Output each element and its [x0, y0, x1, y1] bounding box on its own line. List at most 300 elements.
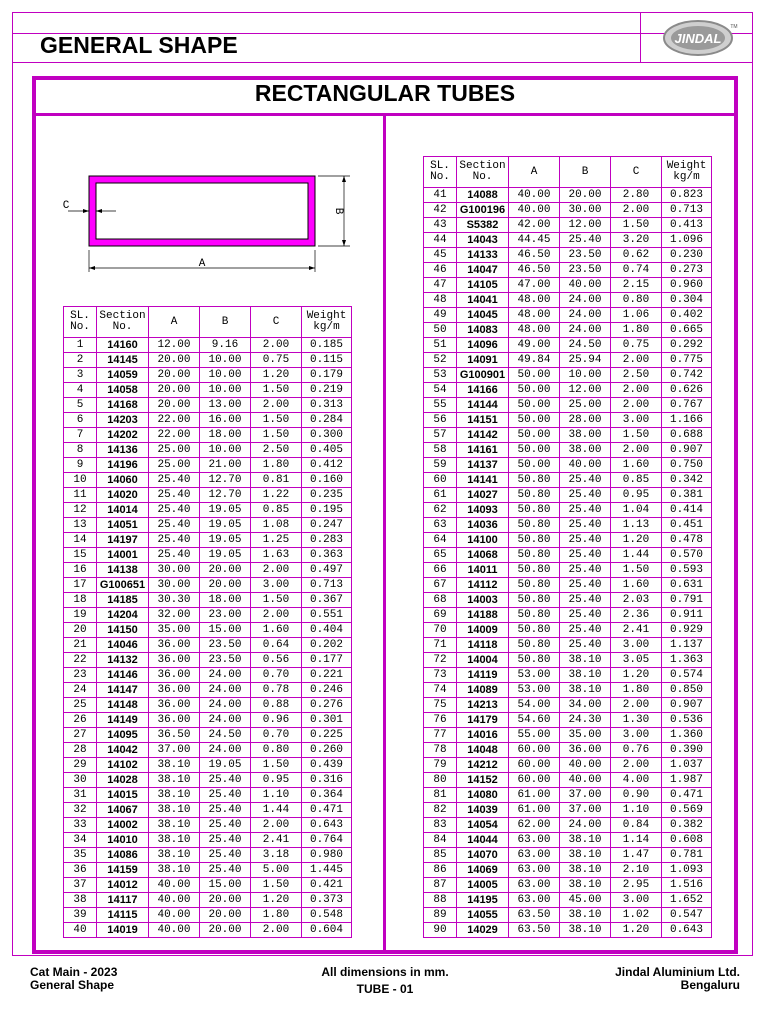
table-row	[424, 683, 712, 698]
cell-dim-c: 2.10	[611, 863, 662, 878]
cell-weight: 0.405	[302, 443, 352, 458]
cell-dim-b: 24.00	[200, 668, 251, 683]
cell-dim-b: 12.00	[560, 383, 611, 398]
cell-dim-b: 38.10	[560, 653, 611, 668]
cell-sl-no: 73	[424, 668, 457, 683]
cell-section-no: G100901	[457, 368, 509, 383]
cell-sl-no: 53	[424, 368, 457, 383]
header-dim-c: C	[251, 307, 302, 338]
cell-weight: 0.230	[662, 248, 712, 263]
cell-section-no: 14055	[457, 908, 509, 923]
cell-dim-a: 54.00	[509, 698, 560, 713]
cell-dim-c: 0.84	[611, 818, 662, 833]
cell-dim-b: 25.00	[560, 398, 611, 413]
cell-dim-a: 38.10	[149, 833, 200, 848]
table-row	[64, 578, 352, 593]
cell-dim-b: 25.40	[560, 548, 611, 563]
cell-dim-c: 2.00	[251, 563, 302, 578]
footer-catalog: Cat Main - 2023	[30, 965, 118, 979]
logo-text: JINDAL	[674, 31, 722, 46]
cell-dim-a: 48.00	[509, 308, 560, 323]
cell-sl-no: 90	[424, 923, 457, 938]
cell-weight: 0.195	[302, 503, 352, 518]
page-title: RECTANGULAR TUBES	[254, 80, 516, 106]
cell-sl-no: 80	[424, 773, 457, 788]
cell-section-no: 14016	[457, 728, 509, 743]
cell-section-no: 14137	[457, 458, 509, 473]
cell-dim-a: 36.00	[149, 638, 200, 653]
cell-sl-no: 77	[424, 728, 457, 743]
cell-section-no: 14161	[457, 443, 509, 458]
cell-section-no: 14148	[97, 698, 149, 713]
cell-weight: 0.569	[662, 803, 712, 818]
cell-section-no: 14047	[457, 263, 509, 278]
cell-section-no: 14041	[457, 293, 509, 308]
cell-dim-b: 38.10	[560, 908, 611, 923]
header-dim-a: A	[509, 157, 560, 188]
table-row	[424, 698, 712, 713]
cell-weight: 0.536	[662, 713, 712, 728]
table-row	[424, 323, 712, 338]
cell-dim-a: 50.00	[509, 458, 560, 473]
cell-dim-b: 36.00	[560, 743, 611, 758]
cell-section-no: 14159	[97, 863, 149, 878]
cell-sl-no: 89	[424, 908, 457, 923]
cell-dim-a: 48.00	[509, 323, 560, 338]
cell-dim-c: 2.00	[251, 923, 302, 938]
cell-dim-a: 40.00	[149, 923, 200, 938]
cell-dim-a: 25.40	[149, 503, 200, 518]
table-row	[424, 263, 712, 278]
cell-weight: 0.342	[662, 473, 712, 488]
cell-section-no: 14067	[97, 803, 149, 818]
cell-section-no: 14011	[457, 563, 509, 578]
cell-sl-no: 79	[424, 758, 457, 773]
table-row	[64, 923, 352, 938]
cell-weight: 0.439	[302, 758, 352, 773]
cell-dim-a: 62.00	[509, 818, 560, 833]
header-dim-c: C	[611, 157, 662, 188]
cell-weight: 1.093	[662, 863, 712, 878]
cell-sl-no: 18	[64, 593, 97, 608]
cell-section-no: 14141	[457, 473, 509, 488]
cell-sl-no: 29	[64, 758, 97, 773]
cell-weight: 0.593	[662, 563, 712, 578]
cell-dim-c: 0.75	[611, 338, 662, 353]
cell-dim-c: 1.20	[611, 923, 662, 938]
cell-dim-c: 3.18	[251, 848, 302, 863]
header-dim-b: B	[200, 307, 251, 338]
cell-sl-no: 62	[424, 503, 457, 518]
cell-dim-b: 38.00	[560, 428, 611, 443]
cell-dim-b: 12.70	[200, 488, 251, 503]
cell-dim-b: 25.40	[560, 473, 611, 488]
cell-dim-a: 30.00	[149, 578, 200, 593]
cell-weight: 0.604	[302, 923, 352, 938]
cell-dim-c: 0.70	[251, 668, 302, 683]
cell-dim-a: 22.00	[149, 428, 200, 443]
cell-weight: 0.414	[662, 503, 712, 518]
table-row	[64, 413, 352, 428]
table-row	[424, 788, 712, 803]
cell-dim-b: 23.50	[200, 638, 251, 653]
cell-weight: 0.179	[302, 368, 352, 383]
table-row	[64, 743, 352, 758]
cell-sl-no: 52	[424, 353, 457, 368]
cell-sl-no: 28	[64, 743, 97, 758]
cell-dim-b: 38.10	[560, 863, 611, 878]
header-weight: Weight kg/m	[302, 307, 352, 338]
table-row	[64, 548, 352, 563]
cell-dim-b: 25.40	[560, 518, 611, 533]
table-row	[424, 848, 712, 863]
table-row	[424, 908, 712, 923]
cell-sl-no: 34	[64, 833, 97, 848]
cell-weight: 0.367	[302, 593, 352, 608]
cell-weight: 0.631	[662, 578, 712, 593]
cell-dim-a: 63.50	[509, 908, 560, 923]
table-row	[424, 638, 712, 653]
cell-dim-b: 24.50	[560, 338, 611, 353]
cell-sl-no: 57	[424, 428, 457, 443]
cell-dim-a: 20.00	[149, 368, 200, 383]
cell-section-no: 14009	[457, 623, 509, 638]
cell-dim-c: 0.85	[251, 503, 302, 518]
footer-location: Bengaluru	[680, 978, 740, 992]
cell-dim-a: 50.80	[509, 638, 560, 653]
cell-dim-b: 10.00	[200, 353, 251, 368]
cell-dim-b: 25.40	[200, 848, 251, 863]
table-row	[424, 383, 712, 398]
cell-section-no: 14138	[97, 563, 149, 578]
cell-section-no: 14058	[97, 383, 149, 398]
cell-sl-no: 4	[64, 383, 97, 398]
table-row	[64, 398, 352, 413]
cell-section-no: 14203	[97, 413, 149, 428]
table-row	[424, 248, 712, 263]
cell-section-no: 14196	[97, 458, 149, 473]
cell-dim-a: 50.80	[509, 518, 560, 533]
cell-dim-a: 25.40	[149, 488, 200, 503]
table-row	[64, 368, 352, 383]
table-row	[64, 638, 352, 653]
cell-sl-no: 81	[424, 788, 457, 803]
cell-dim-a: 53.00	[509, 683, 560, 698]
cell-sl-no: 56	[424, 413, 457, 428]
table-row	[64, 668, 352, 683]
table-row	[424, 623, 712, 638]
cell-weight: 0.643	[302, 818, 352, 833]
cell-weight: 1.137	[662, 638, 712, 653]
cell-weight: 0.570	[662, 548, 712, 563]
cell-sl-no: 47	[424, 278, 457, 293]
cell-dim-a: 20.00	[149, 353, 200, 368]
table-row	[64, 428, 352, 443]
cell-dim-c: 2.00	[611, 698, 662, 713]
cell-dim-c: 1.50	[611, 218, 662, 233]
cell-dim-c: 2.00	[611, 383, 662, 398]
cell-dim-c: 2.00	[611, 398, 662, 413]
cell-section-no: 14119	[457, 668, 509, 683]
cell-dim-a: 50.00	[509, 428, 560, 443]
cell-section-no: 14020	[97, 488, 149, 503]
cell-weight: 0.304	[662, 293, 712, 308]
table-row	[64, 503, 352, 518]
cell-sl-no: 20	[64, 623, 97, 638]
cell-weight: 0.451	[662, 518, 712, 533]
table-row	[424, 833, 712, 848]
cell-sl-no: 88	[424, 893, 457, 908]
jindal-logo	[660, 16, 740, 58]
table-row	[64, 518, 352, 533]
cell-sl-no: 69	[424, 608, 457, 623]
cell-dim-c: 2.36	[611, 608, 662, 623]
cell-dim-a: 50.80	[509, 593, 560, 608]
tube-section-diagram	[58, 160, 358, 280]
cell-dim-a: 38.10	[149, 788, 200, 803]
cell-section-no: 14102	[97, 758, 149, 773]
cell-weight: 0.219	[302, 383, 352, 398]
cell-dim-b: 18.00	[200, 593, 251, 608]
cell-section-no: 14015	[97, 788, 149, 803]
cell-sl-no: 71	[424, 638, 457, 653]
cell-dim-a: 63.00	[509, 878, 560, 893]
cell-dim-c: 4.00	[611, 773, 662, 788]
cell-dim-c: 1.30	[611, 713, 662, 728]
cell-dim-b: 25.40	[200, 773, 251, 788]
table-row	[424, 653, 712, 668]
cell-dim-a: 36.50	[149, 728, 200, 743]
cell-weight: 1.037	[662, 758, 712, 773]
cell-sl-no: 16	[64, 563, 97, 578]
cell-weight: 0.626	[662, 383, 712, 398]
cell-sl-no: 25	[64, 698, 97, 713]
cell-sl-no: 54	[424, 383, 457, 398]
cell-dim-b: 10.00	[560, 368, 611, 383]
cell-weight: 0.292	[662, 338, 712, 353]
table-row	[424, 533, 712, 548]
cell-sl-no: 59	[424, 458, 457, 473]
table-row	[64, 818, 352, 833]
cell-sl-no: 32	[64, 803, 97, 818]
cell-dim-b: 19.05	[200, 533, 251, 548]
cell-dim-c: 1.50	[251, 383, 302, 398]
cell-dim-b: 23.50	[560, 263, 611, 278]
table-row	[424, 413, 712, 428]
footer-units-note: All dimensions in mm.	[321, 965, 449, 979]
cell-dim-b: 25.40	[560, 503, 611, 518]
cell-dim-a: 60.00	[509, 758, 560, 773]
cell-sl-no: 31	[64, 788, 97, 803]
cell-dim-a: 40.00	[149, 893, 200, 908]
cell-dim-a: 49.84	[509, 353, 560, 368]
cell-dim-a: 50.80	[509, 653, 560, 668]
footer-company: Jindal Aluminium Ltd.	[615, 965, 740, 979]
cell-dim-c: 2.00	[611, 443, 662, 458]
cell-section-no: G100196	[457, 203, 509, 218]
header-sl-no: SL. No.	[424, 157, 457, 188]
cell-dim-c: 0.76	[611, 743, 662, 758]
cell-dim-b: 18.00	[200, 428, 251, 443]
cell-sl-no: 35	[64, 848, 97, 863]
cell-weight: 0.246	[302, 683, 352, 698]
cell-weight: 0.791	[662, 593, 712, 608]
cell-dim-b: 40.00	[560, 758, 611, 773]
cell-dim-a: 46.50	[509, 248, 560, 263]
header-dim-b: B	[560, 157, 611, 188]
cell-weight: 0.775	[662, 353, 712, 368]
cell-dim-c: 1.60	[611, 458, 662, 473]
cell-sl-no: 24	[64, 683, 97, 698]
cell-section-no: 14142	[457, 428, 509, 443]
cell-weight: 0.781	[662, 848, 712, 863]
cell-dim-b: 30.00	[560, 203, 611, 218]
cell-dim-b: 20.00	[200, 893, 251, 908]
cell-weight: 0.283	[302, 533, 352, 548]
table-row	[64, 563, 352, 578]
cell-weight: 0.471	[662, 788, 712, 803]
cell-weight: 0.202	[302, 638, 352, 653]
cell-dim-b: 35.00	[560, 728, 611, 743]
cell-dim-a: 38.10	[149, 758, 200, 773]
cell-section-no: 14045	[457, 308, 509, 323]
footer-category: General Shape	[30, 978, 115, 992]
table-row	[64, 713, 352, 728]
cell-weight: 1.360	[662, 728, 712, 743]
cell-dim-b: 25.40	[560, 623, 611, 638]
cell-sl-no: 23	[64, 668, 97, 683]
cell-dim-a: 38.10	[149, 773, 200, 788]
cell-dim-c: 1.50	[251, 878, 302, 893]
cell-dim-c: 1.02	[611, 908, 662, 923]
cell-dim-c: 1.80	[251, 458, 302, 473]
cell-section-no: 14147	[97, 683, 149, 698]
cell-dim-b: 12.70	[200, 473, 251, 488]
cell-section-no: 14213	[457, 698, 509, 713]
cell-section-no: 14069	[457, 863, 509, 878]
table-row	[424, 743, 712, 758]
cell-weight: 0.177	[302, 653, 352, 668]
cell-dim-a: 22.00	[149, 413, 200, 428]
cell-dim-c: 1.20	[611, 668, 662, 683]
cell-section-no: 14136	[97, 443, 149, 458]
cell-sl-no: 63	[424, 518, 457, 533]
cell-dim-a: 32.00	[149, 608, 200, 623]
cell-dim-a: 50.80	[509, 473, 560, 488]
table-row	[424, 233, 712, 248]
cell-dim-a: 36.00	[149, 713, 200, 728]
cell-weight: 0.313	[302, 398, 352, 413]
cell-dim-a: 44.45	[509, 233, 560, 248]
header-dim-a: A	[149, 307, 200, 338]
table-row	[64, 443, 352, 458]
cell-dim-c: 0.56	[251, 653, 302, 668]
cell-sl-no: 74	[424, 683, 457, 698]
cell-dim-c: 1.80	[251, 908, 302, 923]
cell-weight: 0.247	[302, 518, 352, 533]
cell-weight: 0.471	[302, 803, 352, 818]
cell-dim-b: 20.00	[200, 563, 251, 578]
cell-dim-c: 1.25	[251, 533, 302, 548]
cell-section-no: 14080	[457, 788, 509, 803]
cell-dim-c: 1.60	[611, 578, 662, 593]
cell-dim-c: 0.88	[251, 698, 302, 713]
table-row	[64, 758, 352, 773]
cell-dim-c: 2.41	[611, 623, 662, 638]
cell-dim-c: 2.50	[611, 368, 662, 383]
cell-dim-c: 1.20	[251, 893, 302, 908]
cell-dim-b: 40.00	[560, 773, 611, 788]
dimension-b-label: B	[332, 207, 344, 215]
cell-dim-a: 37.00	[149, 743, 200, 758]
cell-sl-no: 7	[64, 428, 97, 443]
cell-dim-a: 50.00	[509, 398, 560, 413]
cell-sl-no: 60	[424, 473, 457, 488]
cell-sl-no: 39	[64, 908, 97, 923]
dimension-c-label: C	[62, 200, 70, 212]
table-header-row	[64, 307, 352, 338]
cell-dim-b: 37.00	[560, 803, 611, 818]
tube-inner	[96, 183, 308, 239]
cell-dim-c: 0.95	[251, 773, 302, 788]
cell-dim-a: 25.00	[149, 458, 200, 473]
cell-sl-no: 72	[424, 653, 457, 668]
cell-section-no: G100651	[97, 578, 149, 593]
table-row	[424, 758, 712, 773]
cell-weight: 0.276	[302, 698, 352, 713]
cell-weight: 1.096	[662, 233, 712, 248]
cell-dim-b: 25.40	[200, 803, 251, 818]
cell-weight: 0.688	[662, 428, 712, 443]
cell-dim-c: 3.20	[611, 233, 662, 248]
cell-dim-a: 36.00	[149, 653, 200, 668]
cell-weight: 0.382	[662, 818, 712, 833]
cell-weight: 0.850	[662, 683, 712, 698]
cell-section-no: 14083	[457, 323, 509, 338]
cell-weight: 0.742	[662, 368, 712, 383]
cell-sl-no: 1	[64, 338, 97, 353]
cell-dim-c: 1.08	[251, 518, 302, 533]
cell-weight: 0.412	[302, 458, 352, 473]
cell-weight: 0.713	[302, 578, 352, 593]
cell-dim-b: 25.94	[560, 353, 611, 368]
cell-dim-b: 9.16	[200, 338, 251, 353]
cell-section-no: 14004	[457, 653, 509, 668]
cell-dim-b: 37.00	[560, 788, 611, 803]
cell-section-no: 14105	[457, 278, 509, 293]
cell-dim-b: 25.40	[560, 578, 611, 593]
cell-sl-no: 58	[424, 443, 457, 458]
cell-dim-c: 1.50	[251, 593, 302, 608]
cell-sl-no: 17	[64, 578, 97, 593]
cell-section-no: 14133	[457, 248, 509, 263]
cell-sl-no: 78	[424, 743, 457, 758]
cell-section-no: 14012	[97, 878, 149, 893]
cell-dim-c: 1.50	[611, 428, 662, 443]
cell-weight: 0.665	[662, 323, 712, 338]
cell-dim-c: 1.13	[611, 518, 662, 533]
cell-weight: 0.980	[302, 848, 352, 863]
cell-dim-c: 2.95	[611, 878, 662, 893]
cell-weight: 0.929	[662, 623, 712, 638]
cell-weight: 0.911	[662, 608, 712, 623]
cell-sl-no: 22	[64, 653, 97, 668]
cell-dim-a: 50.80	[509, 608, 560, 623]
cell-sl-no: 44	[424, 233, 457, 248]
cell-dim-b: 24.00	[560, 818, 611, 833]
cell-dim-b: 10.00	[200, 383, 251, 398]
cell-weight: 0.221	[302, 668, 352, 683]
